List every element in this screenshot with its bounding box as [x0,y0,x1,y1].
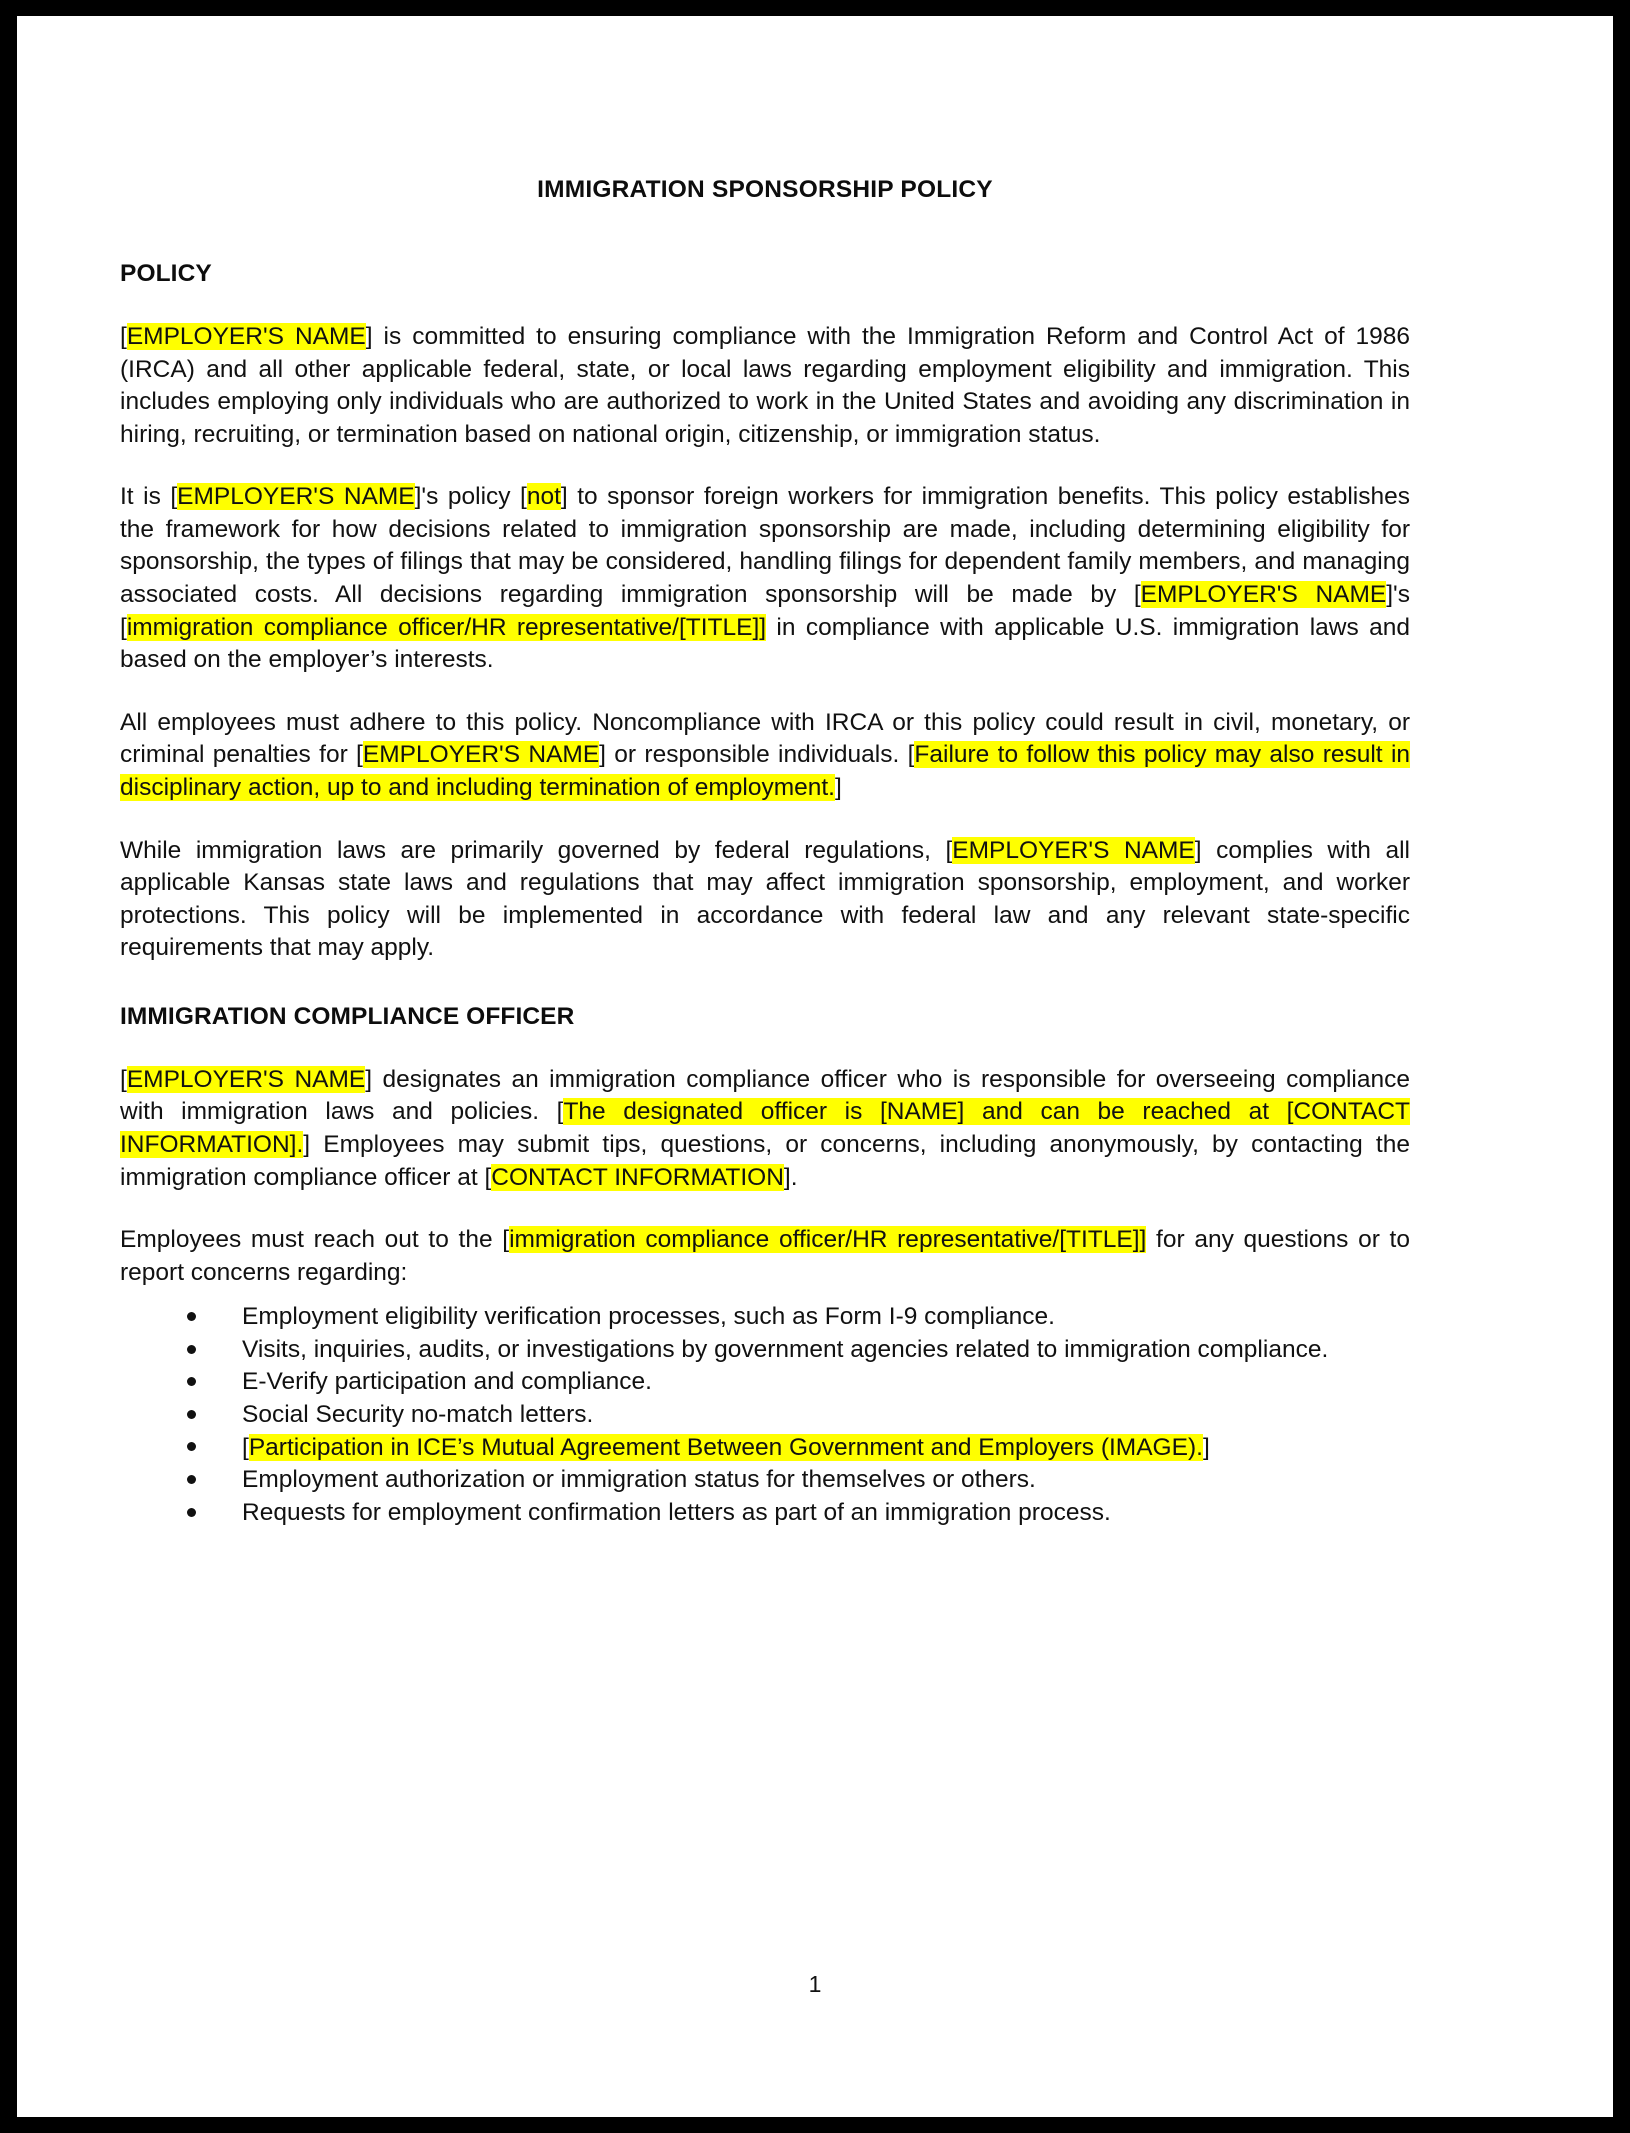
list-item [120,1497,1410,1530]
list-item [120,1366,1410,1399]
list-item-text: Social Security no-match letters. [242,1401,594,1429]
highlighted-text: Failure to follow this policy may also result in disciplinary action, up to and including termination of employment. [120,741,1411,801]
highlighted-text: Participation in ICE’s Mutual Agreement Between Government and Employers (IMAGE). [248,1433,1203,1461]
page-number: 1 [808,1971,822,1997]
list-item-text: Employment eligibility verification processes, such as Form I-9 compliance. [242,1303,1055,1331]
highlighted-text: EMPLOYER'S NAME [362,741,600,769]
highlighted-text: CONTACT INFORMATION [491,1163,784,1191]
highlighted-text: EMPLOYER'S NAME [1140,581,1387,609]
list-item-text: [Participation in ICE’s Mutual Agreement Between Government and Employers (IMAGE).] [242,1433,1210,1461]
paragraph-policy-3: All employees must adhere to this policy. Noncompliance with IRCA or this policy could result in civil, monetary, or criminal penalties for [EMPLOYER'S NAME] or responsible individuals. [Failure to follow this policy may also result in disciplinary action, up to and including termination of employment.] [120,708,1411,801]
paragraph-officer-1: [EMPLOYER'S NAME] designates an immigration compliance officer who is responsible for overseeing compliance with immigration laws and policies. [The designated officer is [NAME] and can be reached at [CONTACT INFORMATION].] Employees may submit tips, questions, or concerns, including anonymously, by contacting the immigration compliance officer at [CONTACT INFORMATION]. [120,1065,1411,1191]
list-item-text: Visits, inquiries, audits, or investigations by government agencies related to immigration compliance. [242,1335,1329,1363]
highlighted-text: immigration compliance officer/HR representative/[TITLE]] [126,613,767,641]
paragraph-policy-2: It is [EMPLOYER'S NAME]'s policy [not] to sponsor foreign workers for immigration benefits. This policy establishes the framework for how decisions related to immigration sponsorship are made, including determining eligibility for sponsorship, the types of filings that may be considered, handling filings for dependent family members, and managing associated costs. All decisions regarding immigration sponsorship will be made by [EMPLOYER'S NAME]'s [immigration compliance officer/HR representative/[TITLE]] in compliance with applicable U.S. immigration laws and based on the employer’s interests. [120,483,1410,674]
list-item [120,1334,1410,1367]
list-item [120,1464,1410,1497]
paragraph-policy-1: [EMPLOYER'S NAME] is committed to ensuring compliance with the Immigration Reform and Control Act of 1986 (IRCA) and all other applicable federal, state, or local laws regarding employment eligibility and immigration. This includes employing only individuals who are authorized to work in the United States and avoiding any discrimination in hiring, recruiting, or termination based on national origin, citizenship, or immigration status. [120,323,1410,448]
highlighted-text: The designated officer is [NAME] and can be reached at [CONTACT INFORMATION]. [120,1098,1411,1158]
document-page [17,16,1613,2117]
list-item-text: Employment authorization or immigration status for themselves or others. [242,1466,1036,1494]
bullet-dot-icon [187,1508,196,1517]
list-item-text: Requests for employment confirmation letters as part of an immigration process. [242,1498,1111,1526]
bullet-dot-icon [187,1475,196,1484]
highlighted-text: immigration compliance officer/HR representative/[TITLE]] [509,1226,1147,1254]
list-item [120,1301,1410,1334]
bullet-dot-icon [187,1442,196,1451]
highlighted-text: not [526,483,561,511]
list-item [120,1399,1410,1432]
document-title: IMMIGRATION SPONSORSHIP POLICY [537,176,993,203]
highlighted-text: EMPLOYER'S NAME [126,323,366,350]
highlighted-text: EMPLOYER'S NAME [177,483,415,511]
bullet-dot-icon [187,1345,196,1354]
highlighted-text: EMPLOYER'S NAME [952,836,1195,864]
section-heading-policy: POLICY [120,260,212,287]
section-heading-compliance-officer: IMMIGRATION COMPLIANCE OFFICER [120,1002,575,1030]
highlighted-text: EMPLOYER'S NAME [126,1065,366,1093]
list-item [120,1432,1410,1465]
list-item-text: E-Verify participation and compliance. [242,1368,652,1396]
bullet-dot-icon [187,1312,196,1321]
bullet-dot-icon [187,1377,196,1386]
paragraph-officer-2: Employees must reach out to the [immigration compliance officer/HR representative/[TITLE]] for any questions or to report concerns regarding: [120,1226,1410,1286]
paragraph-policy-4: While immigration laws are primarily governed by federal regulations, [EMPLOYER'S NAME] complies with all applicable Kansas state laws and regulations that may affect immigration sponsorship, employment, and worker protections. This policy will be implemented in accordance with federal law and any relevant state-specific requirements that may apply. [120,836,1411,962]
page-content [120,16,1410,1529]
bullet-dot-icon [187,1410,196,1419]
concerns-bullet-list [120,1301,1410,1529]
